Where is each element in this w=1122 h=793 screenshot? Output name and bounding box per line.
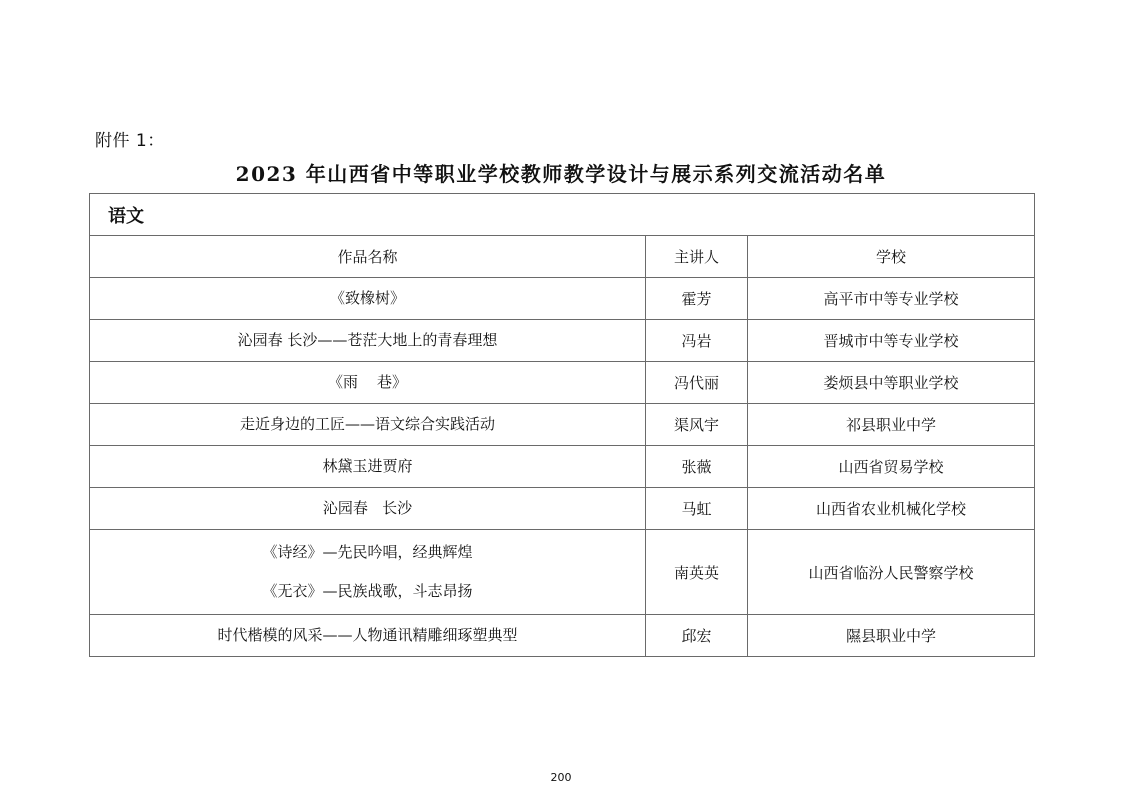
presenter-cell: 邱宏 <box>646 615 748 657</box>
work-title-cell <box>90 278 646 320</box>
work-title-line: 《致橡树》 <box>329 289 405 307</box>
work-title-line: 林黛玉进贾府 <box>322 457 413 475</box>
work-title-cell <box>90 404 646 446</box>
work-title-cell <box>90 530 646 615</box>
presenter-cell: 渠风宇 <box>646 404 748 446</box>
work-title-cell <box>90 320 646 362</box>
table-row <box>90 320 1035 362</box>
table-row <box>90 488 1035 530</box>
work-title-line: 走近身边的工匠——语文综合实践活动 <box>239 415 495 433</box>
work-title-line: 《诗经》—先民吟唱，经典辉煌 <box>262 543 473 561</box>
work-title-line: 《无衣》—民族战歌，斗志昂扬 <box>262 582 473 600</box>
attachment-label: 附件 1： <box>95 131 165 151</box>
school-cell: 山西省贸易学校 <box>748 446 1035 488</box>
document-title: 2023 年山西省中等职业学校教师教学设计与展示系列交流活动名单 <box>235 162 887 186</box>
page-number: 200 <box>550 771 572 784</box>
table-row <box>90 446 1035 488</box>
school-cell: 山西省农业机械化学校 <box>748 488 1035 530</box>
work-title-cell <box>90 362 646 404</box>
presenter-cell: 南英英 <box>646 530 748 615</box>
column-header-school: 学校 <box>748 236 1035 278</box>
table-row <box>90 278 1035 320</box>
school-cell: 高平市中等专业学校 <box>748 278 1035 320</box>
table-row <box>90 615 1035 657</box>
header-row <box>90 236 1035 278</box>
table-row <box>90 362 1035 404</box>
work-title-cell <box>90 615 646 657</box>
subject-heading: 语文 <box>90 194 1035 236</box>
presenter-cell: 马虹 <box>646 488 748 530</box>
school-cell: 娄烦县中等职业学校 <box>748 362 1035 404</box>
school-cell: 隰县职业中学 <box>748 615 1035 657</box>
column-header-work: 作品名称 <box>90 236 646 278</box>
work-title-line: 沁园春 长沙——苍茫大地上的青春理想 <box>237 331 498 349</box>
presenter-cell: 张薇 <box>646 446 748 488</box>
school-cell: 山西省临汾人民警察学校 <box>748 530 1035 615</box>
work-title-line: 《雨 巷》 <box>327 373 408 391</box>
column-header-presenter: 主讲人 <box>646 236 748 278</box>
school-cell: 祁县职业中学 <box>748 404 1035 446</box>
work-title-line: 沁园春 长沙 <box>322 499 413 517</box>
presenter-cell: 冯代丽 <box>646 362 748 404</box>
work-title-cell <box>90 488 646 530</box>
presenter-cell: 霍芳 <box>646 278 748 320</box>
work-title-line: 时代楷模的风采——人物通讯精雕细琢塑典型 <box>217 626 518 644</box>
presenter-cell: 冯岩 <box>646 320 748 362</box>
roster-table <box>89 193 1035 657</box>
work-title-cell <box>90 446 646 488</box>
school-cell: 晋城市中等专业学校 <box>748 320 1035 362</box>
subject-row <box>90 194 1035 236</box>
table-row <box>90 404 1035 446</box>
table-row <box>90 530 1035 615</box>
